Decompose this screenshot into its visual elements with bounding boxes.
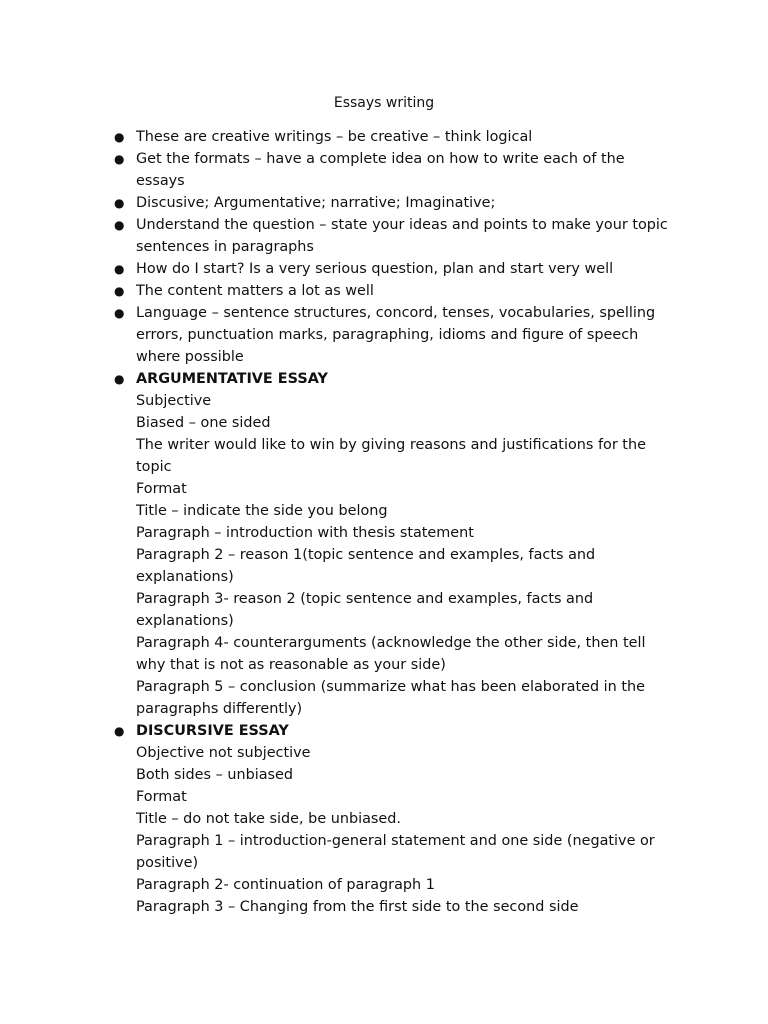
argumentative-line: Title – indicate the side you belong	[136, 503, 388, 519]
intro-bullet	[0, 280, 768, 302]
discursive-line: Objective not subjective	[136, 745, 311, 761]
bullet-dot-icon: ●	[114, 262, 125, 276]
discursive-line: Paragraph 2- continuation of paragraph 1	[136, 877, 435, 893]
intro-bullet	[0, 148, 768, 192]
intro-bullet	[0, 214, 768, 258]
bullet-text: The content matters a lot as well	[136, 283, 374, 299]
bullet-text: Understand the question – state your ideas and points to make your topic sentences in paragraphs	[136, 217, 668, 255]
document-title: Essays writing	[333, 95, 435, 111]
bullet-text: These are creative writings – be creative – think logical	[136, 129, 533, 145]
bullet-dot-icon: ●	[114, 196, 125, 210]
bullet-dot-icon: ●	[114, 724, 125, 738]
bullet-dot-icon: ●	[114, 130, 125, 144]
discursive-line: Paragraph 3 – Changing from the first side to the second side	[136, 899, 579, 915]
bullet-dot-icon: ●	[114, 284, 125, 298]
bullet-dot-icon: ●	[114, 372, 125, 386]
discursive-line: Paragraph 1 – introduction-general statement and one side (negative or positive)	[136, 833, 655, 871]
bullet-dot-icon: ●	[114, 152, 125, 166]
discursive-line: Title – do not take side, be unbiased.	[136, 811, 401, 827]
argumentative-line: Paragraph – introduction with thesis statement	[136, 525, 474, 541]
intro-bullet	[0, 302, 768, 368]
section-heading-text: ARGUMENTATIVE ESSAY	[136, 371, 328, 387]
bullet-text: Discusive; Argumentative; narrative; Imaginative;	[136, 195, 496, 211]
bullet-dot-icon: ●	[114, 306, 125, 320]
argumentative-line: Subjective	[136, 393, 212, 409]
argumentative-heading	[0, 368, 768, 390]
discursive-heading	[0, 720, 768, 742]
section-heading-text: DISCURSIVE ESSAY	[136, 723, 289, 739]
argumentative-line: Paragraph 4- counterarguments (acknowledge the other side, then tell why that is not as reasonable as your side)	[136, 635, 646, 673]
document-content	[0, 126, 768, 918]
argumentative-line: Paragraph 5 – conclusion (summarize what has been elaborated in the paragraphs differently)	[136, 679, 645, 717]
bullet-text: How do I start? Is a very serious question, plan and start very well	[136, 261, 614, 277]
argumentative-line: Format	[136, 481, 187, 497]
argumentative-line: The writer would like to win by giving reasons and justifications for the topic	[136, 437, 646, 475]
bullet-text: Language – sentence structures, concord, tenses, vocabularies, spelling errors, punctuation marks, paragraphing, idioms and figure of speech where possible	[136, 305, 656, 365]
intro-bullet	[0, 258, 768, 280]
argumentative-line: Paragraph 3- reason 2 (topic sentence and examples, facts and explanations)	[136, 591, 594, 629]
argumentative-line: Biased – one sided	[136, 415, 271, 431]
argumentative-line: Paragraph 2 – reason 1(topic sentence and examples, facts and explanations)	[136, 547, 596, 585]
bullet-dot-icon: ●	[114, 218, 125, 232]
discursive-line: Format	[136, 789, 187, 805]
discursive-line: Both sides – unbiased	[136, 767, 294, 783]
bullet-text: Get the formats – have a complete idea on how to write each of the essays	[136, 151, 625, 189]
intro-bullet	[0, 126, 768, 148]
intro-bullet	[0, 192, 768, 214]
